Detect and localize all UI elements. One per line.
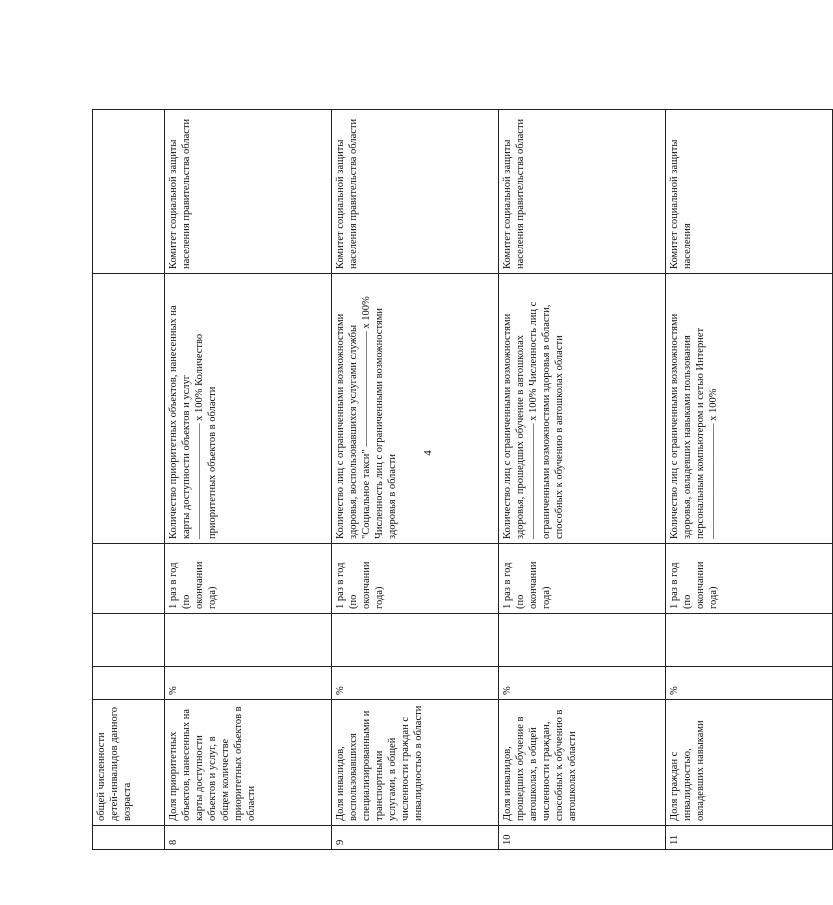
cell-period bbox=[93, 544, 165, 614]
cell-unit: % bbox=[666, 667, 833, 700]
cell-indicator: Доля приоритетных объектов, нанесенных на карты доступности объектов и услуг, в общем количестве приоритетных объектов в области bbox=[165, 700, 332, 826]
cell-unit: % bbox=[332, 667, 499, 700]
cell-formula bbox=[93, 274, 165, 544]
table-row bbox=[666, 110, 833, 850]
cell-period: 1 раз в год (по окончании года) bbox=[332, 544, 499, 614]
cell-indicator: общей численности детей-инвалидов данного возраста bbox=[93, 700, 165, 826]
cell-indicator: Доля инвалидов, воспользовавшихся специализированными и транспортными услугами, в общей численности граждан с инвалидностью в области bbox=[332, 700, 499, 826]
cell-executor: Комитет социальной защиты населения правительства области bbox=[499, 110, 666, 274]
cell-period: 1 раз в год (по окончании года) bbox=[165, 544, 332, 614]
cell-unit bbox=[93, 667, 165, 700]
cell-base bbox=[165, 614, 332, 667]
cell-num bbox=[93, 826, 165, 850]
cell-num: 10 bbox=[499, 826, 666, 850]
cell-formula: Количество приоритетных объектов, нанесенных на карты доступности объектов и услуг ——————————— х 100% Количество приоритетных объектов в области bbox=[165, 274, 332, 544]
cell-unit: % bbox=[165, 667, 332, 700]
cell-executor: Комитет социальной защиты населения правительства области bbox=[165, 110, 332, 274]
cell-base bbox=[93, 614, 165, 667]
cell-base bbox=[332, 614, 499, 667]
cell-indicator: Доля граждан с инвалидностью, овладевших навыками bbox=[666, 700, 833, 826]
cell-num: 8 bbox=[165, 826, 332, 850]
cell-period: 1 раз в год (по окончании года) bbox=[666, 544, 833, 614]
table-row bbox=[165, 110, 332, 850]
table-row bbox=[332, 110, 499, 850]
cell-executor bbox=[93, 110, 165, 274]
rotated-page bbox=[92, 110, 719, 850]
table-row bbox=[499, 110, 666, 850]
cell-base bbox=[499, 614, 666, 667]
table-row bbox=[93, 110, 165, 850]
cell-base bbox=[666, 614, 833, 667]
cell-period: 1 раз в год (по окончании года) bbox=[499, 544, 666, 614]
page-number: 4 bbox=[421, 450, 434, 456]
cell-num: 11 bbox=[666, 826, 833, 850]
cell-formula: Количество лиц с ограниченными возможностями здоровья, воспользовавшихся услугами службы "Социальное такси" ——————————— х 100% Численность лиц с ограниченными возможностями здоровья в области bbox=[332, 274, 499, 544]
cell-indicator: Доля инвалидов, прошедших обучение в автошколах, в общей численности граждан, способных к обучению в автошколах области bbox=[499, 700, 666, 826]
indicators-table bbox=[92, 109, 833, 850]
cell-formula: Количество лиц с ограниченными возможностями здоровья, прошедших обучение в автошколах ——————————— х 100% Численность лиц с ограниченными возможностями здоровья в области, способных к обучению в автошколах области bbox=[499, 274, 666, 544]
cell-formula: Количество лиц с ограниченными возможностями здоровья, овладевших навыками пользования персональным компьютером и сетью Интернет ——————————— х 100% bbox=[666, 274, 833, 544]
cell-num: 9 bbox=[332, 826, 499, 850]
cell-executor: Комитет социальной защиты населения bbox=[666, 110, 833, 274]
cell-unit: % bbox=[499, 667, 666, 700]
cell-executor: Комитет социальной защиты населения правительства области bbox=[332, 110, 499, 274]
